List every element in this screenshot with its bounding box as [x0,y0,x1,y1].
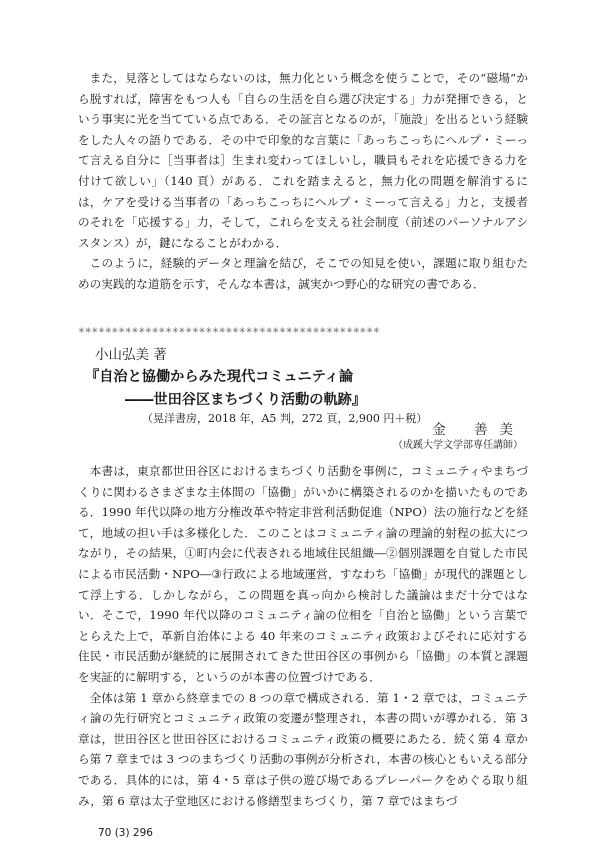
section-divider: ✳✳✳✳✳✳✳✳✳✳✳✳✳✳✳✳✳✳✳✳✳✳✳✳✳✳✳✳✳✳✳✳✳✳✳✳✳✳✳✳✳✳✳✳✳ [78,326,380,335]
previous-review-text [78,68,528,295]
book-author: 小山弘美 著 [95,347,167,363]
paragraph: また，見落としてはならないのは，無力化という概念を使うことで，その“磁場”から脱すれば，障害をもつ人も「自らの生活を自ら選び決定する」力が発揮できる，という事実に光を当てている点である．その証言となるのが，「施設」を出るという経験をした人々の語りである．その中で印象的な言葉に「あっちこっちにヘルプ・ミーって言える自分に［当事者は］生まれ変わってほしいし，職員もそれを応援できる力を付けて欲しい」（140 頁）がある．これを踏まえると，無力化の問題を解消するには，ケアを受ける当事者の「あっちこっちにヘルプ・ミーって言える」力と，支援者のそれを「応援する」力，そして，これらを支える社会制度（前述のパーソナルアシスタンス）が，鍵になることがわかる． [78,71,528,250]
paragraph: 本書は，東京都世田谷区におけるまちづくり活動を事例に，コミュニティやまちづくりに関わるさまざまな主体間の「協働」がいかに構築されるのかを描いたものである．1990 年代以降の地方分権改革や特定非営利活動促進（NPO）法の施行などを経て，地域の担い手は多様化した．このことはコミュニティ論の理論的射程の拡大につながり，その結果，①町内会に代表される地域住民組織―②個別課題を自覚した市民による市民活動・NPO―③行政による地域運営，すなわち「協働」が現代的課題として浮上する．しかしながら，この問題を真っ向から検討した議論はまだ十分ではない．そこで，1990 年代以降のコミュニティ論の位相を「自治と協働」という言葉でとらえた上で，革新自治体による 40 年来のコミュニティ政策およびそれに応対する住民・市民活動が継続的に展開されてきた世田谷区の事例から「協働」の本質と課題を実証的に解明する，というのが本書の位置づけである． [78,464,528,684]
publication-info: （晃洋書房，2018 年，A5 判，272 頁，2,900 円＋税） [142,412,428,425]
book-subtitle: ――世田谷区まちづくり活動の軌跡』 [125,392,367,408]
book-title: 『自治と協働からみた現代コミュニティ論 [85,369,354,385]
review-text [78,461,528,811]
reviewer-name: 金 善美 [432,422,525,438]
page-number: 70 (3) 296 [98,827,153,839]
reviewer-affiliation: （成蹊大学文学部専任講師） [393,440,523,451]
paragraph: 全体は第 1 章から終章までの 8 つの章で構成される．第 1・2 章では，コミュニティ論の先行研究とコミュニティ政策の変遷が整理され，本書の問いが導かれる．第 3 章は，世田谷区と世田谷区におけるコミュニティ政策の概要にあたる．続く第 4 章から第 7 章までは 3 つのまちづくり活動の事例が分析され，本書の核心ともいえる部分である．具体的には，第 4・5 章は子供の遊び場であるプレーパークをめぐる取り組み，第 6 章は太子堂地区における修繕型まちづくり，第 7 章ではまちづ [78,690,528,808]
paragraph: このように，経験的データと理論を結び，そこでの知見を使い，課題に取り組むための実践的な道筋を示す，そんな本書は，誠実かつ野心的な研究の書である． [78,256,528,291]
